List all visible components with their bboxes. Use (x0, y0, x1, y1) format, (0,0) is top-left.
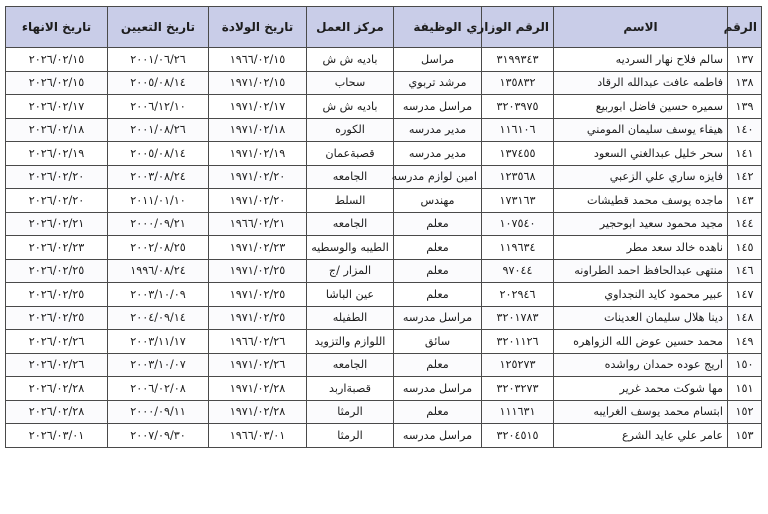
cell-job: مراسل (394, 48, 482, 72)
cell-appointment-date: ٢٠٠٥/٠٨/١٤ (108, 142, 209, 166)
cell-national-id: ٣٢٠٤٥١٥ (482, 424, 554, 448)
cell-workplace: قصبةعمان (307, 142, 394, 166)
cell-job: معلم (394, 212, 482, 236)
cell-name: فايزه ساري علي الزعبي (554, 165, 728, 189)
cell-workplace: الطفيله (307, 306, 394, 330)
table-row (6, 142, 762, 166)
cell-national-id: ١١٦١٠٦ (482, 118, 554, 142)
table-header-row (6, 7, 762, 48)
cell-national-id: ٣٢٠١٧٨٣ (482, 306, 554, 330)
cell-name: ناهده خالد سعد مطر (554, 236, 728, 260)
cell-national-id: ٣٢٠٣٢٧٣ (482, 377, 554, 401)
cell-birth-date: ١٩٦٦/٠٢/٢٦ (209, 330, 307, 354)
cell-end-date: ٢٠٢٦/٠٢/١٥ (6, 71, 108, 95)
cell-national-id: ١٣٥٨٣٢ (482, 71, 554, 95)
cell-appointment-date: ٢٠١١/٠١/١٠ (108, 189, 209, 213)
employees-table (5, 6, 762, 448)
cell-workplace: قصبةاربد (307, 377, 394, 401)
cell-job: معلم (394, 283, 482, 307)
cell-name: محمد حسين عوض الله الزواهره (554, 330, 728, 354)
table-row (6, 236, 762, 260)
cell-appointment-date: ٢٠٠٠/٠٩/١١ (108, 400, 209, 424)
cell-name: مها شوكت محمد غرير (554, 377, 728, 401)
table-row (6, 400, 762, 424)
table-row (6, 424, 762, 448)
cell-seq: ١٤٥ (728, 236, 762, 260)
cell-name: سميره حسين فاضل ابوربيع (554, 95, 728, 119)
cell-seq: ١٣٩ (728, 95, 762, 119)
cell-name: ماجده يوسف محمد قطيشات (554, 189, 728, 213)
cell-name: اريج عوده حمدان رواشده (554, 353, 728, 377)
cell-name: سالم فلاح نهار السرديه (554, 48, 728, 72)
cell-end-date: ٢٠٢٦/٠٢/٢١ (6, 212, 108, 236)
cell-workplace: باديه ش ش (307, 95, 394, 119)
cell-birth-date: ١٩٦٦/٠٢/١٥ (209, 48, 307, 72)
cell-birth-date: ١٩٧١/٠٢/١٧ (209, 95, 307, 119)
cell-end-date: ٢٠٢٦/٠٢/١٩ (6, 142, 108, 166)
table-row (6, 353, 762, 377)
header-birth-date: تاريخ الولادة (209, 7, 307, 48)
cell-seq: ١٣٨ (728, 71, 762, 95)
header-name: الاسم (554, 7, 728, 48)
cell-birth-date: ١٩٧١/٠٢/٢٠ (209, 189, 307, 213)
cell-workplace: الكوره (307, 118, 394, 142)
table-row (6, 330, 762, 354)
cell-job: مدير مدرسه (394, 142, 482, 166)
cell-appointment-date: ١٩٩٦/٠٨/٢٤ (108, 259, 209, 283)
header-seq: الرقم (728, 7, 762, 48)
table-row (6, 259, 762, 283)
cell-national-id: ٣١٩٩٣٤٣ (482, 48, 554, 72)
table-row (6, 377, 762, 401)
cell-end-date: ٢٠٢٦/٠٢/٢٠ (6, 165, 108, 189)
cell-birth-date: ١٩٧١/٠٢/٢٦ (209, 353, 307, 377)
cell-birth-date: ١٩٧١/٠٢/٢٠ (209, 165, 307, 189)
cell-workplace: المزار /ج (307, 259, 394, 283)
cell-national-id: ١١٩٦٣٤ (482, 236, 554, 260)
cell-seq: ١٥٢ (728, 400, 762, 424)
cell-seq: ١٤٢ (728, 165, 762, 189)
cell-job: امين لوازم مدرسه (394, 165, 482, 189)
cell-seq: ١٤٦ (728, 259, 762, 283)
table-row (6, 283, 762, 307)
cell-end-date: ٢٠٢٦/٠٢/٢٥ (6, 283, 108, 307)
cell-job: مراسل مدرسه (394, 306, 482, 330)
table-row (6, 48, 762, 72)
cell-seq: ١٤٠ (728, 118, 762, 142)
cell-name: مجيد محمود سعيد ابوحجير (554, 212, 728, 236)
cell-job: معلم (394, 259, 482, 283)
table-row (6, 189, 762, 213)
cell-birth-date: ١٩٦٦/٠٢/٢١ (209, 212, 307, 236)
table-row (6, 306, 762, 330)
cell-end-date: ٢٠٢٦/٠٢/٢٦ (6, 330, 108, 354)
cell-workplace: الجامعه (307, 353, 394, 377)
cell-birth-date: ١٩٧١/٠٢/١٩ (209, 142, 307, 166)
cell-national-id: ١٠٧٥٤٠ (482, 212, 554, 236)
cell-name: منتهى عبدالحافظ احمد الطراونه (554, 259, 728, 283)
cell-job: مدير مدرسه (394, 118, 482, 142)
cell-national-id: ١٢٥٢٧٣ (482, 353, 554, 377)
cell-name: ابتسام محمد يوسف الغرايبه (554, 400, 728, 424)
cell-birth-date: ١٩٦٦/٠٣/٠١ (209, 424, 307, 448)
cell-job: سائق (394, 330, 482, 354)
cell-national-id: ٩٧٠٤٤ (482, 259, 554, 283)
cell-name: دينا هلال سليمان العدينات (554, 306, 728, 330)
table-row (6, 95, 762, 119)
cell-appointment-date: ٢٠٠٣/١٠/٠٧ (108, 353, 209, 377)
table-row (6, 165, 762, 189)
cell-national-id: ٣٢٠٣٩٧٥ (482, 95, 554, 119)
cell-birth-date: ١٩٧١/٠٢/١٥ (209, 71, 307, 95)
cell-seq: ١٥٣ (728, 424, 762, 448)
cell-end-date: ٢٠٢٦/٠٢/٢٣ (6, 236, 108, 260)
cell-seq: ١٥٠ (728, 353, 762, 377)
cell-seq: ١٣٧ (728, 48, 762, 72)
cell-name: عبير محمود كايد النجداوي (554, 283, 728, 307)
cell-workplace: السلط (307, 189, 394, 213)
cell-job: معلم (394, 236, 482, 260)
cell-workplace: عين الباشا (307, 283, 394, 307)
cell-appointment-date: ٢٠٠١/٠٦/٢٦ (108, 48, 209, 72)
cell-workplace: سحاب (307, 71, 394, 95)
cell-job: مرشد تربوي (394, 71, 482, 95)
table-body (6, 48, 762, 448)
cell-national-id: ١٧٣١٦٣ (482, 189, 554, 213)
cell-end-date: ٢٠٢٦/٠٢/١٨ (6, 118, 108, 142)
cell-workplace: الجامعه (307, 212, 394, 236)
cell-seq: ١٤٨ (728, 306, 762, 330)
table-row (6, 212, 762, 236)
document-page (6, 6, 762, 448)
cell-birth-date: ١٩٧١/٠٢/٢٥ (209, 259, 307, 283)
cell-national-id: ١١١٦٣١ (482, 400, 554, 424)
cell-birth-date: ١٩٧١/٠٢/٢٨ (209, 400, 307, 424)
cell-appointment-date: ٢٠٠٥/٠٨/١٤ (108, 71, 209, 95)
cell-seq: ١٤٧ (728, 283, 762, 307)
cell-appointment-date: ٢٠٠٦/١٢/١٠ (108, 95, 209, 119)
cell-birth-date: ١٩٧١/٠٢/٢٥ (209, 283, 307, 307)
cell-name: عامر علي عايد الشرع (554, 424, 728, 448)
cell-end-date: ٢٠٢٦/٠٢/٢٨ (6, 400, 108, 424)
cell-appointment-date: ٢٠٠٧/٠٩/٣٠ (108, 424, 209, 448)
cell-seq: ١٥١ (728, 377, 762, 401)
cell-end-date: ٢٠٢٦/٠٢/٢٨ (6, 377, 108, 401)
cell-workplace: الرمثا (307, 424, 394, 448)
cell-seq: ١٤٩ (728, 330, 762, 354)
header-end-date: تاريخ الانهاء (6, 7, 108, 48)
cell-end-date: ٢٠٢٦/٠٢/٢٦ (6, 353, 108, 377)
cell-name: سحر خليل عبدالغني السعود (554, 142, 728, 166)
cell-appointment-date: ٢٠٠٤/٠٩/١٤ (108, 306, 209, 330)
cell-job: معلم (394, 353, 482, 377)
cell-name: هيفاء يوسف سليمان المومني (554, 118, 728, 142)
cell-end-date: ٢٠٢٦/٠٢/١٥ (6, 48, 108, 72)
cell-job: مراسل مدرسه (394, 424, 482, 448)
header-national-id: الرقم الوزاري (482, 7, 554, 48)
cell-appointment-date: ٢٠٠٢/٠٨/٢٥ (108, 236, 209, 260)
header-job: الوظيفة (394, 7, 482, 48)
cell-birth-date: ١٩٧١/٠٢/٢٨ (209, 377, 307, 401)
cell-job: مراسل مدرسه (394, 377, 482, 401)
cell-name: فاطمه عافت عبدالله الرقاد (554, 71, 728, 95)
cell-end-date: ٢٠٢٦/٠٢/٢٠ (6, 189, 108, 213)
cell-appointment-date: ٢٠٠٣/٠٨/٢٤ (108, 165, 209, 189)
cell-job: مراسل مدرسه (394, 95, 482, 119)
header-workplace: مركز العمل (307, 7, 394, 48)
header-appointment-date: تاريخ التعيين (108, 7, 209, 48)
cell-workplace: باديه ش ش (307, 48, 394, 72)
cell-end-date: ٢٠٢٦/٠٢/١٧ (6, 95, 108, 119)
cell-seq: ١٤٤ (728, 212, 762, 236)
cell-workplace: الطيبه والوسطيه (307, 236, 394, 260)
cell-appointment-date: ٢٠٠٣/١١/١٧ (108, 330, 209, 354)
cell-birth-date: ١٩٧١/٠٢/٢٥ (209, 306, 307, 330)
cell-national-id: ٣٢٠١١٢٦ (482, 330, 554, 354)
cell-job: مهندس (394, 189, 482, 213)
cell-job: معلم (394, 400, 482, 424)
cell-appointment-date: ٢٠٠٣/١٠/٠٩ (108, 283, 209, 307)
cell-end-date: ٢٠٢٦/٠٢/٢٥ (6, 306, 108, 330)
cell-national-id: ٢٠٢٩٤٦ (482, 283, 554, 307)
cell-appointment-date: ٢٠٠٠/٠٩/٢١ (108, 212, 209, 236)
cell-seq: ١٤١ (728, 142, 762, 166)
cell-end-date: ٢٠٢٦/٠٢/٢٥ (6, 259, 108, 283)
table-row (6, 71, 762, 95)
cell-workplace: الجامعه (307, 165, 394, 189)
table-row (6, 118, 762, 142)
cell-birth-date: ١٩٧١/٠٢/٢٣ (209, 236, 307, 260)
cell-workplace: اللوازم والتزويد (307, 330, 394, 354)
cell-seq: ١٤٣ (728, 189, 762, 213)
cell-appointment-date: ٢٠٠١/٠٨/٢٦ (108, 118, 209, 142)
cell-national-id: ١٣٧٤٥٥ (482, 142, 554, 166)
cell-birth-date: ١٩٧١/٠٢/١٨ (209, 118, 307, 142)
cell-appointment-date: ٢٠٠٦/٠٢/٠٨ (108, 377, 209, 401)
cell-end-date: ٢٠٢٦/٠٣/٠١ (6, 424, 108, 448)
cell-national-id: ١٢٣٥٦٨ (482, 165, 554, 189)
cell-workplace: الرمثا (307, 400, 394, 424)
